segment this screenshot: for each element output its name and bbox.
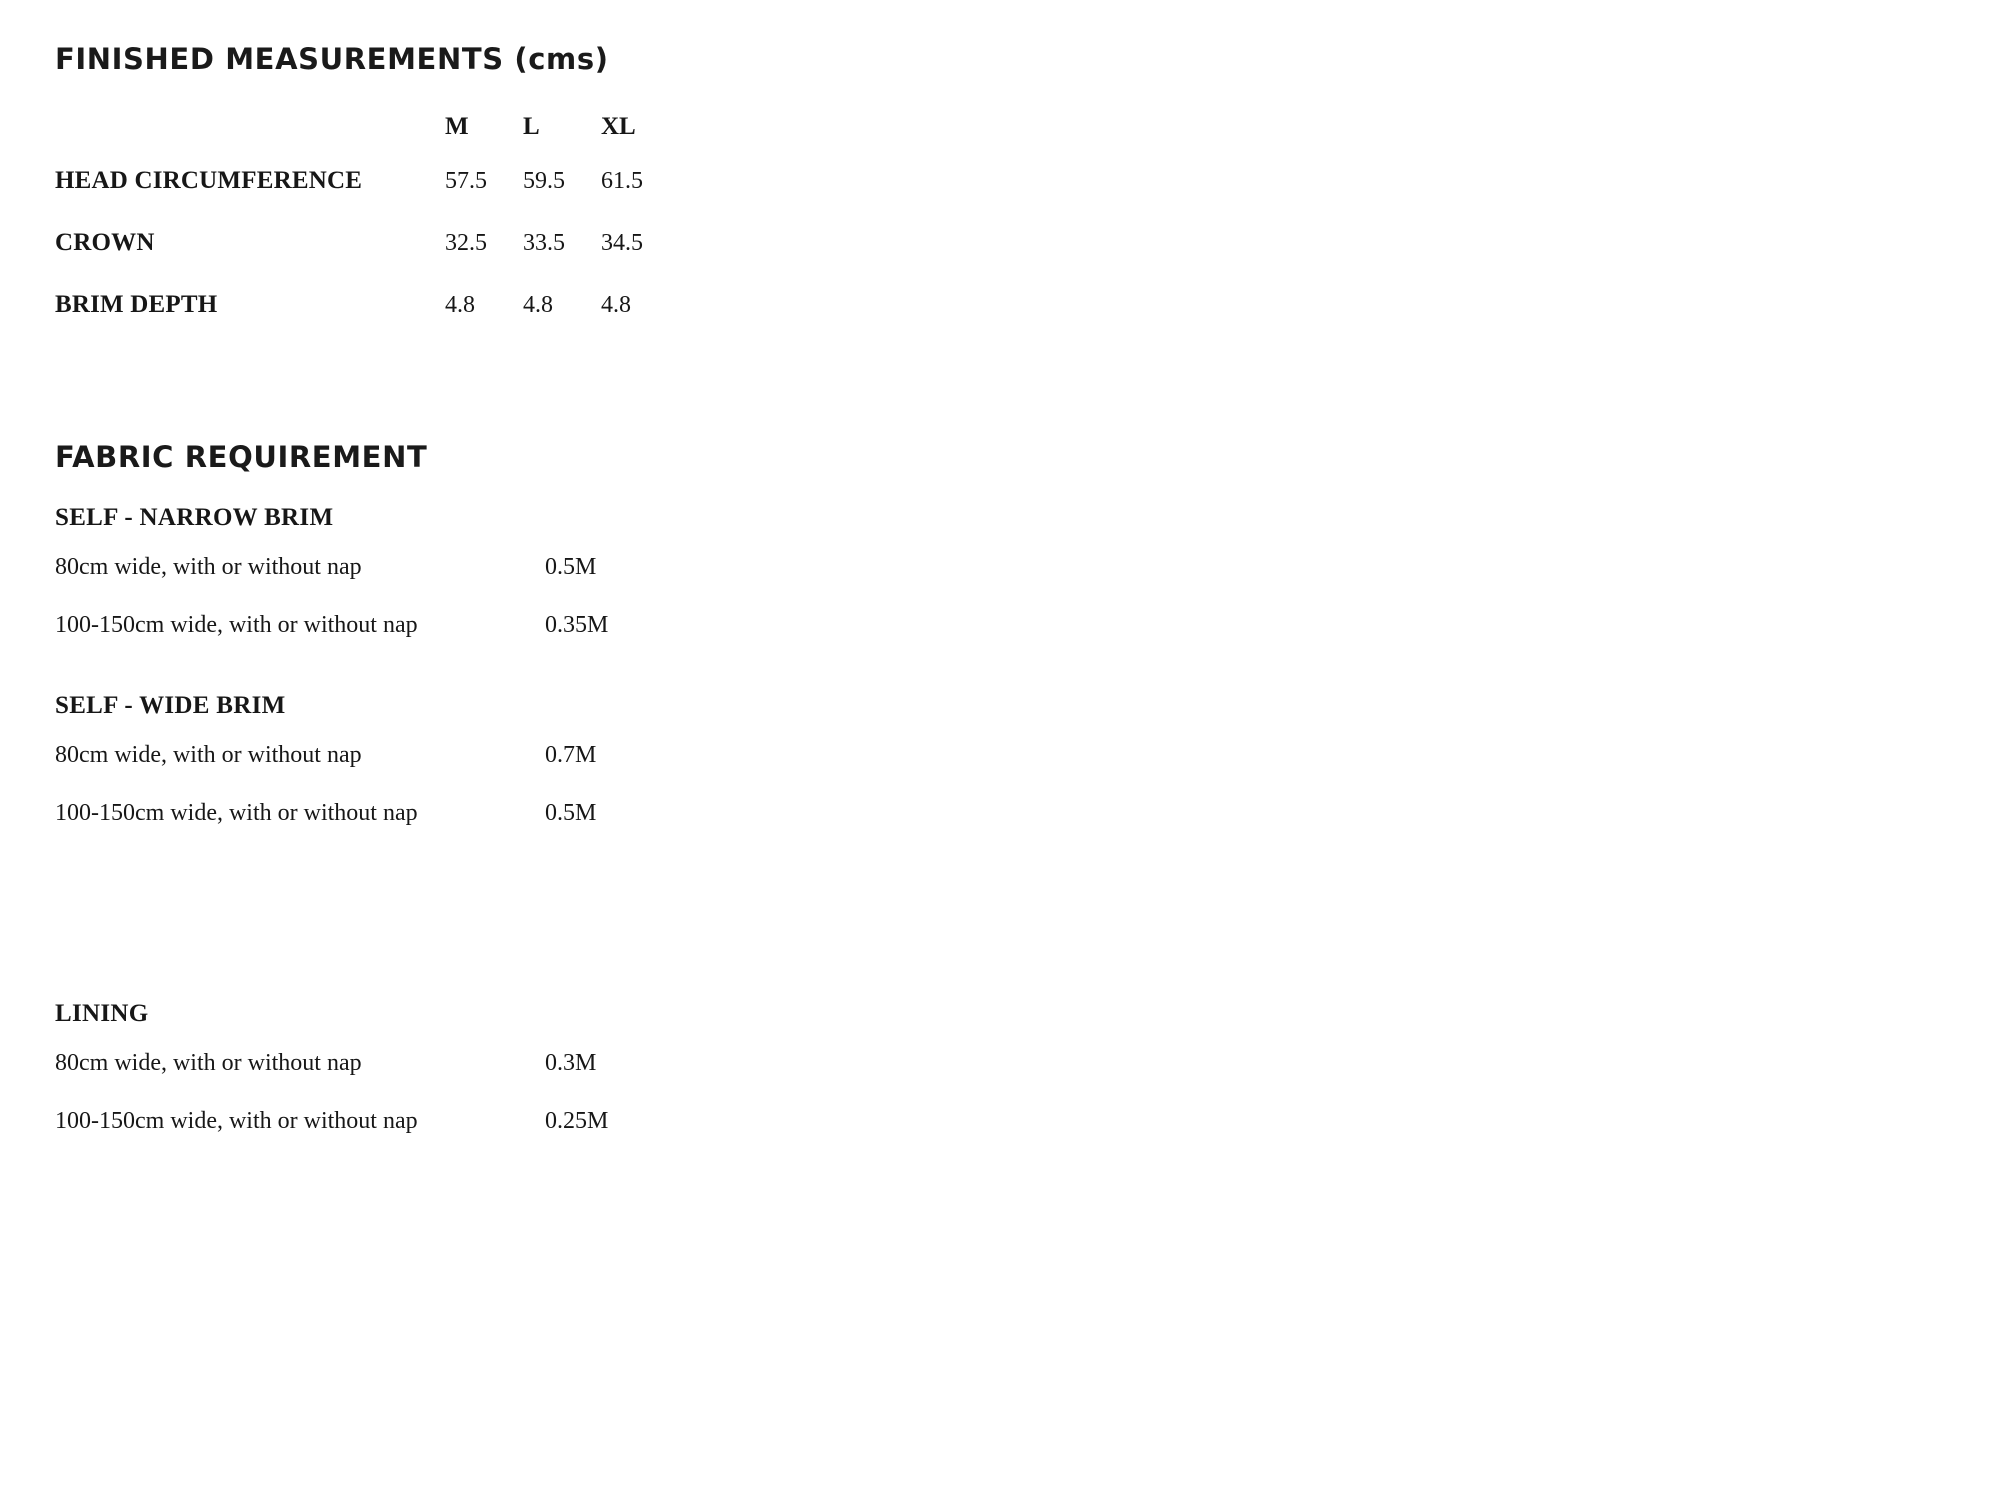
measurement-crown-m: 32.5 <box>445 229 487 256</box>
finished-measurements-section <box>55 42 855 336</box>
measurement-head-circumference-m: 57.5 <box>445 167 487 194</box>
section-spacer <box>55 880 955 1000</box>
list-item <box>55 554 955 612</box>
measurement-crown-l: 33.5 <box>523 229 565 256</box>
fabric-group-lining <box>55 1000 955 1166</box>
table-row <box>55 150 679 212</box>
measurement-crown-xl: 34.5 <box>601 229 643 256</box>
fabric-amount: 0.7M <box>545 742 597 768</box>
measurement-brim-depth-m: 4.8 <box>445 291 475 318</box>
measurement-brim-depth-l: 4.8 <box>523 291 553 318</box>
measurement-brim-depth-xl: 4.8 <box>601 291 631 318</box>
measurements-table <box>55 104 679 336</box>
fabric-requirement-section <box>55 440 955 1188</box>
fabric-width-description: 100-150cm wide, with or without nap <box>55 612 418 638</box>
finished-measurements-heading: FINISHED MEASUREMENTS (cms) <box>55 42 609 76</box>
measurements-header-row <box>55 104 679 150</box>
fabric-group-self-wide-brim <box>55 692 955 858</box>
list-item <box>55 742 955 800</box>
list-item <box>55 612 955 670</box>
table-row <box>55 274 679 336</box>
fabric-requirement-heading: FABRIC REQUIREMENT <box>55 440 428 474</box>
fabric-group-title-lining: LINING <box>55 1000 149 1027</box>
measurement-head-circumference-l: 59.5 <box>523 167 565 194</box>
list-item <box>55 1108 955 1166</box>
size-header-m: M <box>445 113 469 140</box>
fabric-width-description: 100-150cm wide, with or without nap <box>55 1108 418 1134</box>
size-header-l: L <box>523 113 540 140</box>
fabric-amount: 0.3M <box>545 1050 597 1076</box>
measurements-table-body <box>55 150 679 336</box>
fabric-amount: 0.25M <box>545 1108 609 1134</box>
fabric-width-description: 80cm wide, with or without nap <box>55 742 362 768</box>
measurements-table-head <box>55 104 679 150</box>
fabric-amount: 0.35M <box>545 612 609 638</box>
measurement-label-head-circumference: HEAD CIRCUMFERENCE <box>55 167 363 194</box>
fabric-group-self-narrow-brim <box>55 504 955 670</box>
measurement-label-brim-depth: BRIM DEPTH <box>55 291 218 318</box>
list-item <box>55 1050 955 1108</box>
table-row <box>55 212 679 274</box>
fabric-width-description: 100-150cm wide, with or without nap <box>55 800 418 826</box>
size-header-xl: XL <box>601 113 636 140</box>
fabric-width-description: 80cm wide, with or without nap <box>55 1050 362 1076</box>
fabric-amount: 0.5M <box>545 800 597 826</box>
measurement-label-crown: CROWN <box>55 229 155 256</box>
list-item <box>55 800 955 858</box>
measurements-corner-cell <box>55 104 445 150</box>
fabric-group-title-self-narrow-brim: SELF - NARROW BRIM <box>55 504 334 531</box>
fabric-group-title-self-wide-brim: SELF - WIDE BRIM <box>55 692 286 719</box>
measurement-head-circumference-xl: 61.5 <box>601 167 643 194</box>
fabric-width-description: 80cm wide, with or without nap <box>55 554 362 580</box>
fabric-amount: 0.5M <box>545 554 597 580</box>
